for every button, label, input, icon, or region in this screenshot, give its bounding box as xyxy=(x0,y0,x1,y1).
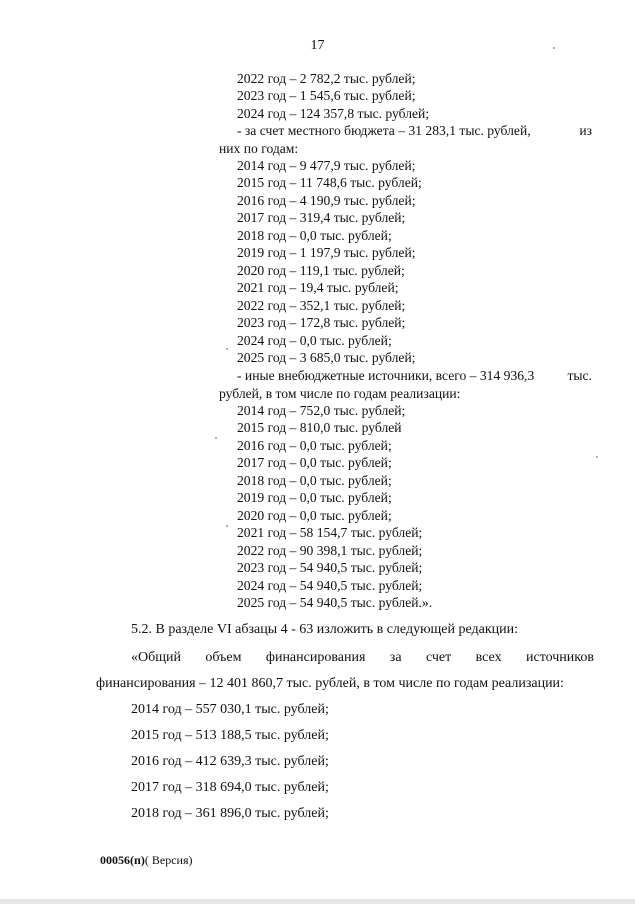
year-line: 2024 год – 124 357,8 тыс. рублей; xyxy=(237,105,430,121)
year-line: 2021 год – 19,4 тыс. рублей; xyxy=(237,280,399,296)
total-financing-word: объем xyxy=(205,650,242,665)
local-budget-text-end: из xyxy=(579,123,592,138)
year-line: 2025 год – 3 685,0 тыс. рублей; xyxy=(237,349,416,365)
year-line: 2019 год – 0,0 тыс. рублей; xyxy=(237,490,392,506)
year-line: 2019 год – 1 197,9 тыс. рублей; xyxy=(237,245,416,261)
year-line: 2015 год – 11 748,6 тыс. рублей; xyxy=(237,175,422,191)
year-line: 2018 год – 0,0 тыс. рублей; xyxy=(237,227,392,243)
year-line: 2020 год – 0,0 тыс. рублей; xyxy=(237,507,392,523)
document-version: ( Версия) xyxy=(144,853,193,867)
year-line: 2023 год – 172,8 тыс. рублей; xyxy=(237,315,406,331)
year-line: 2020 год – 119,1 тыс. рублей; xyxy=(237,262,405,278)
local-budget-line xyxy=(237,122,592,139)
year-line: 2017 год – 319,4 тыс. рублей; xyxy=(237,210,406,226)
document-code: 00056(п) xyxy=(100,853,145,867)
other-sources-line xyxy=(237,367,592,384)
total-financing-line-2: финансирования – 12 401 860,7 тыс. рублей, в том числе по годам реализации: xyxy=(96,676,564,691)
year-line: 2023 год – 54 940,5 тыс. рублей; xyxy=(237,560,423,576)
year-line: 2015 год – 810,0 тыс. рублей xyxy=(237,420,402,436)
other-sources-line-2: рублей, в том числе по годам реализации: xyxy=(219,386,461,401)
total-financing-word: финансирования xyxy=(265,650,366,665)
page-number: 17 xyxy=(310,38,325,53)
year-line: 2014 год – 752,0 тыс. рублей; xyxy=(237,403,406,418)
year-line: 2017 год – 318 694,0 тыс. рублей; xyxy=(131,780,329,795)
scan-speck xyxy=(226,348,228,350)
total-financing-word: счет xyxy=(425,650,452,665)
section-heading: 5.2. В разделе VI абзацы 4 - 63 изложить в следующей редакции: xyxy=(131,622,519,637)
year-line: 2017 год – 0,0 тыс. рублей; xyxy=(237,455,392,471)
year-line: 2016 год – 412 639,3 тыс. рублей; xyxy=(131,754,329,769)
year-line: 2018 год – 361 896,0 тыс. рублей; xyxy=(131,806,329,821)
year-line: 2022 год – 90 398,1 тыс. рублей; xyxy=(237,542,423,558)
year-line: 2023 год – 1 545,6 тыс. рублей; xyxy=(237,88,416,104)
scan-speck xyxy=(553,47,555,49)
year-line: 2016 год – 4 190,9 тыс. рублей; xyxy=(237,192,416,208)
total-financing-word: «Общий xyxy=(131,650,181,665)
year-line: 2014 год – 557 030,1 тыс. рублей; xyxy=(131,702,329,717)
other-sources-text-end: тыс. xyxy=(567,368,592,383)
local-budget-text: - за счет местного бюджета – 31 283,1 тыс. рублей, xyxy=(237,123,531,138)
total-financing-word: за xyxy=(389,650,402,665)
year-line: 2016 год – 0,0 тыс. рублей; xyxy=(237,437,392,453)
year-line: 2024 год – 54 940,5 тыс. рублей; xyxy=(237,577,423,593)
total-financing-word: источников xyxy=(525,650,594,665)
total-financing-word: всех xyxy=(475,650,502,665)
document-footer xyxy=(100,853,193,868)
total-financing-line xyxy=(131,650,594,666)
year-line: 2015 год – 513 188,5 тыс. рублей; xyxy=(131,728,329,743)
year-line: 2022 год – 2 782,2 тыс. рублей; xyxy=(237,71,416,86)
year-line: 2021 год – 58 154,7 тыс. рублей; xyxy=(237,525,423,541)
scan-speck xyxy=(226,525,228,527)
scan-speck xyxy=(596,456,598,458)
year-line: 2024 год – 0,0 тыс. рублей; xyxy=(237,332,392,348)
scan-speck xyxy=(215,437,217,439)
year-line: 2014 год – 9 477,9 тыс. рублей; xyxy=(237,158,416,173)
other-sources-text: - иные внебюджетные источники, всего – 314 936,3 xyxy=(237,368,535,383)
year-line: 2025 год – 54 940,5 тыс. рублей.». xyxy=(237,594,433,610)
year-line: 2018 год – 0,0 тыс. рублей; xyxy=(237,472,392,488)
scan-bottom-edge xyxy=(0,899,635,904)
year-line: 2022 год – 352,1 тыс. рублей; xyxy=(237,297,406,313)
local-budget-line-2: них по годам: xyxy=(219,141,299,156)
